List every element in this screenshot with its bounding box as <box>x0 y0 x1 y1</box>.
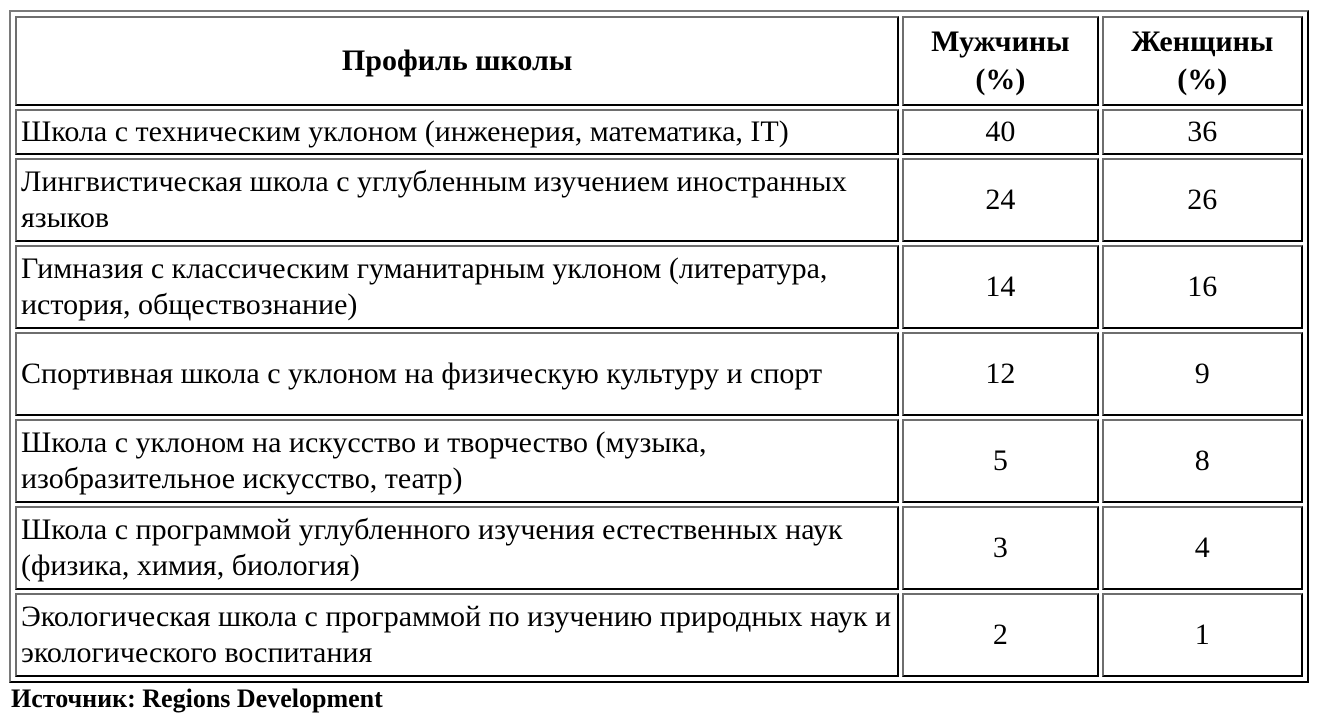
cell-men: 12 <box>902 332 1098 416</box>
source-note: Источник: Regions Development <box>11 684 383 713</box>
cell-men: 40 <box>902 109 1098 155</box>
cell-profile: Школа с программой углубленного изучения естественных наук (физика, химия, биология) <box>15 506 899 590</box>
cell-women: 16 <box>1102 245 1303 329</box>
cell-profile: Школа с уклоном на искусство и творчество (музыка, изобразительное искусство, театр) <box>15 419 899 503</box>
cell-men: 3 <box>902 506 1098 590</box>
cell-profile: Спортивная школа с уклоном на физическую культуру и спорт <box>15 332 899 416</box>
header-men: Мужчины (%) <box>902 16 1098 106</box>
cell-women: 9 <box>1102 332 1303 416</box>
cell-women: 4 <box>1102 506 1303 590</box>
cell-women: 36 <box>1102 109 1303 155</box>
school-profile-table <box>9 10 1309 683</box>
table-row <box>15 332 1303 416</box>
header-row <box>15 16 1303 106</box>
cell-women: 8 <box>1102 419 1303 503</box>
data-table <box>12 13 1306 680</box>
table-row <box>15 419 1303 503</box>
cell-women: 1 <box>1102 593 1303 677</box>
cell-men: 14 <box>902 245 1098 329</box>
cell-profile: Экологическая школа с программой по изучению природных наук и экологического воспитания <box>15 593 899 677</box>
header-women: Женщины (%) <box>1102 16 1303 106</box>
header-profile: Профиль школы <box>15 16 899 106</box>
table-row <box>15 245 1303 329</box>
cell-profile: Лингвистическая школа с углубленным изучением иностранных языков <box>15 158 899 242</box>
table-row <box>15 506 1303 590</box>
table-row <box>15 593 1303 677</box>
cell-profile: Школа с техническим уклоном (инженерия, математика, IT) <box>15 109 899 155</box>
table-row <box>15 158 1303 242</box>
cell-men: 5 <box>902 419 1098 503</box>
cell-women: 26 <box>1102 158 1303 242</box>
cell-profile: Гимназия с классическим гуманитарным уклоном (литература, история, обществознание) <box>15 245 899 329</box>
table-row <box>15 109 1303 155</box>
cell-men: 24 <box>902 158 1098 242</box>
cell-men: 2 <box>902 593 1098 677</box>
